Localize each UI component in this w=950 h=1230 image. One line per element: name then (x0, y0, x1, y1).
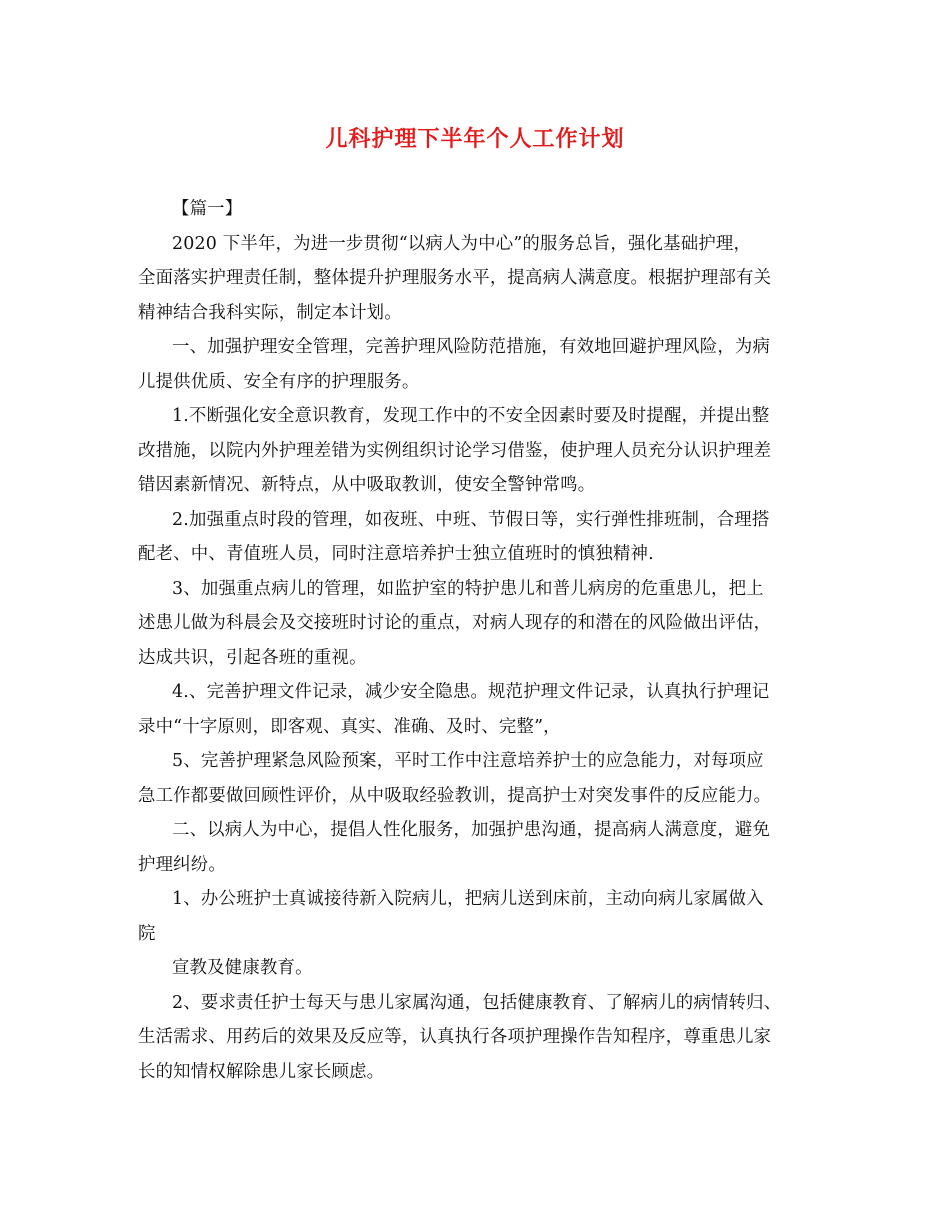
text-line: 儿提供优质、安全有序的护理服务。 (138, 371, 420, 392)
text-line: 全面落实护理责任制，整体提升护理服务水平，提高病人满意度。根据护理部有关 (138, 268, 772, 288)
text-line: 长的知情权解除患儿家长顾虑。 (138, 1061, 385, 1082)
document-title: 儿科护理下半年个人工作计划 (325, 127, 625, 152)
text-line: 1、办公班护士真诚接待新入院病儿，把病儿送到床前，主动向病儿家属做入 (172, 889, 764, 909)
text-line: 3、加强重点病儿的管理，如监护室的特护患儿和普儿病房的危重患儿，把上 (172, 578, 764, 599)
text-line: 护理纠纷。 (138, 854, 226, 875)
text-line: 精神结合我科实际，制定本计划。 (138, 302, 402, 323)
text-line: 二、以病人为中心，提倡人性化服务，加强护患沟通，提高病人满意度，避免 (172, 820, 771, 840)
text-line: 急工作都要做回顾性评价，从中吸取经验教训，提高护士对突发事件的反应能力。 (138, 785, 772, 806)
text-line: 述患儿做为科晨会及交接班时讨论的重点，对病人现存的和潜在的风险做出评估， (138, 613, 772, 633)
text-line: 2020 下半年，为进一步贯彻“以病人为中心”的服务总旨，强化基础护理， (172, 233, 752, 254)
text-line: 生活需求、用药后的效果及反应等，认真执行各项护理操作告知程序，尊重患儿家 (138, 1027, 772, 1047)
text-line: 2、要求责任护士每天与患儿家属沟通，包括健康教育、了解病儿的病情转归、 (172, 992, 782, 1013)
text-line: 5、完善护理紧急风险预案，平时工作中注意培养护士的应急能力，对每项应 (172, 751, 764, 771)
text-line: 4.、完善护理文件记录，减少安全隐患。规范护理文件记录，认真执行护理记 (172, 682, 770, 702)
text-line: 配老、中、青值班人员，同时注意培养护士独立值班时的慎独精神. (138, 544, 654, 564)
text-line: 达成共识，引起各班的重视。 (138, 647, 367, 668)
text-line: 一、加强护理安全管理，完善护理风险防范措施，有效地回避护理风险，为病 (172, 337, 771, 357)
document-body (138, 192, 818, 1089)
text-line: 2.加强重点时段的管理，如夜班、中班、节假日等，实行弹性排班制，合理搭 (172, 509, 770, 530)
text-line: 录中“十字原则，即客观、真实、准确、及时、完整”， (138, 716, 561, 737)
text-line: 【篇一】 (172, 199, 243, 219)
text-line: 1.不断强化安全意识教育，发现工作中的不安全因素时要及时提醒，并提出整 (172, 406, 770, 426)
text-line: 错因素新情况、新特点，从中吸取教训，使安全警钟常鸣。 (138, 475, 596, 495)
text-line: 院 (138, 923, 156, 944)
text-line: 宣教及健康教育。 (172, 958, 313, 978)
text-line: 改措施，以院内外护理差错为实例组织讨论学习借鉴，使护理人员充分认识护理差 (138, 440, 772, 461)
